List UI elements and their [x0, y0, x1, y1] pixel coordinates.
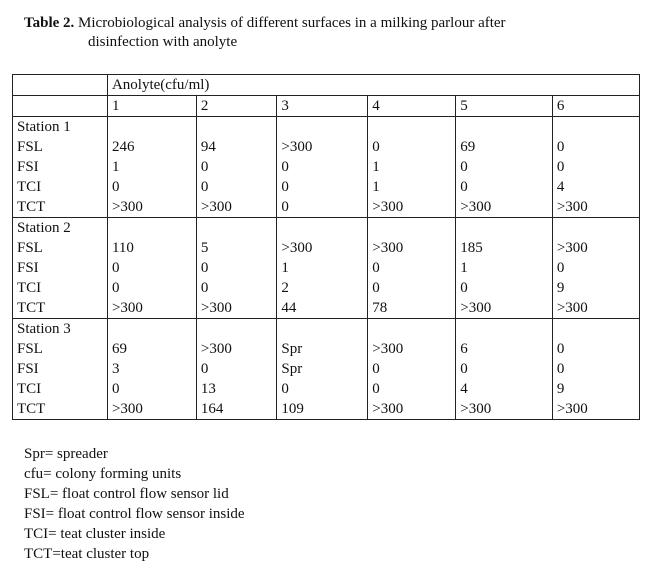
column-header-2: 2	[196, 96, 276, 117]
cell-value: 0	[281, 179, 289, 195]
station-2-column-6	[552, 218, 639, 319]
row-label-tct: TCT	[17, 199, 46, 215]
cell-value: 0	[200, 159, 209, 175]
cell-value: >300	[372, 199, 404, 215]
cell-value: >300	[460, 300, 492, 316]
cell-value: 69	[460, 139, 476, 155]
station-name: Station 1	[17, 119, 71, 135]
cell-value: 0	[200, 280, 209, 296]
footnote-line: TCI= teat cluster inside	[24, 526, 166, 542]
station-2-column-3	[277, 218, 368, 319]
cell-value: >300	[556, 240, 588, 256]
cell-value: 0	[281, 159, 289, 175]
row-label-fsl: FSL	[17, 341, 43, 357]
column-header-4: 4	[368, 96, 456, 117]
cell-value: 0	[111, 179, 120, 195]
footnote-line: TCT=teat cluster top	[24, 546, 150, 562]
station-name: Station 2	[17, 220, 71, 236]
row-label-fsi: FSI	[17, 260, 39, 276]
cell-value: 5	[200, 240, 209, 256]
station-name: Station 3	[17, 321, 71, 337]
microbiology-table	[12, 74, 640, 420]
station-label-cell	[13, 218, 108, 319]
cell-value: 0	[372, 260, 380, 276]
row-label-tct: TCT	[17, 300, 46, 316]
station-3-column-6	[552, 319, 639, 420]
row-label-tci: TCI	[17, 280, 42, 296]
station-1-column-2	[196, 117, 276, 218]
cell-value: Spr	[281, 341, 303, 357]
cell-value: 0	[111, 280, 120, 296]
cell-value: >300	[372, 240, 404, 256]
cell-value: 0	[372, 280, 380, 296]
cell-value: >300	[200, 199, 232, 215]
cell-value: 94	[200, 139, 216, 155]
cell-value: 0	[281, 381, 289, 397]
cell-value: >300	[460, 199, 492, 215]
cell-value: 9	[556, 280, 565, 296]
caption-text-line2: disinfection with anolyte	[88, 34, 238, 50]
cell-value: 0	[200, 179, 209, 195]
station-3-column-4	[368, 319, 456, 420]
cell-value: 0	[372, 381, 380, 397]
cell-value: >300	[372, 401, 404, 417]
cell-value: 0	[200, 260, 209, 276]
cell-value: 4	[556, 179, 565, 195]
row-label-tct: TCT	[17, 401, 46, 417]
station-3-column-3	[277, 319, 368, 420]
cell-value: >300	[200, 341, 232, 357]
cell-value: 0	[111, 260, 120, 276]
cell-value: >300	[556, 300, 588, 316]
station-block-3	[13, 319, 640, 420]
cell-value: 0	[372, 361, 380, 377]
cell-value: 0	[460, 361, 468, 377]
cell-value: 246	[111, 139, 135, 155]
cell-value: 1	[372, 159, 380, 175]
footnote-line: cfu= colony forming units	[24, 466, 182, 482]
column-header-1: 1	[107, 96, 196, 117]
station-1-column-5	[456, 117, 553, 218]
station-2-column-1	[107, 218, 196, 319]
group-header-row	[13, 75, 640, 96]
cell-value: >300	[281, 139, 313, 155]
station-1-column-3	[277, 117, 368, 218]
caption-text-line1: Microbiological analysis of different surfaces in a milking parlour after	[78, 15, 506, 31]
cell-value: 44	[281, 300, 297, 316]
row-label-fsl: FSL	[17, 240, 43, 256]
station-3-column-1	[107, 319, 196, 420]
cell-value: 1	[372, 179, 380, 195]
cell-value: 0	[200, 361, 209, 377]
empty-header-cell	[13, 96, 108, 117]
footnote-line: FSI= float control flow sensor inside	[24, 506, 245, 522]
cell-value: >300	[111, 300, 143, 316]
cell-value: 2	[281, 280, 289, 296]
cell-value: >300	[460, 401, 492, 417]
cell-value: 0	[556, 341, 565, 357]
cell-value: 3	[111, 361, 120, 377]
station-label-cell	[13, 319, 108, 420]
cell-value: 4	[460, 381, 468, 397]
cell-value: 0	[556, 260, 565, 276]
group-header-cell: Anolyte(cfu/ml)	[107, 75, 639, 96]
footnotes	[24, 444, 624, 564]
station-1-column-6	[552, 117, 639, 218]
cell-value: >300	[281, 240, 313, 256]
cell-value: >300	[111, 199, 143, 215]
row-label-fsi: FSI	[17, 159, 39, 175]
cell-value: 0	[460, 179, 468, 195]
station-block-1	[13, 117, 640, 218]
footnote-line: FSL= float control flow sensor lid	[24, 486, 229, 502]
cell-value: 1	[460, 260, 468, 276]
column-header-5: 5	[456, 96, 553, 117]
cell-value: 0	[372, 139, 380, 155]
cell-value: 0	[556, 139, 565, 155]
cell-value: 78	[372, 300, 388, 316]
station-2-column-4	[368, 218, 456, 319]
cell-value: 185	[460, 240, 483, 256]
cell-value: 164	[200, 401, 224, 417]
cell-value: 9	[556, 381, 565, 397]
cell-value: >300	[200, 300, 232, 316]
row-label-fsi: FSI	[17, 361, 39, 377]
cell-value: 0	[460, 159, 468, 175]
cell-value: >300	[372, 341, 404, 357]
station-3-column-2	[196, 319, 276, 420]
row-label-tci: TCI	[17, 179, 42, 195]
cell-value: 6	[460, 341, 468, 357]
empty-corner-cell	[13, 75, 108, 96]
cell-value: >300	[556, 199, 588, 215]
table-caption	[24, 14, 644, 52]
cell-value: 0	[460, 280, 468, 296]
cell-value: 0	[556, 159, 565, 175]
column-header-row	[13, 96, 640, 117]
station-2-column-2	[196, 218, 276, 319]
column-header-6: 6	[552, 96, 639, 117]
station-2-column-5	[456, 218, 553, 319]
footnote-line: Spr= spreader	[24, 446, 108, 462]
row-label-tci: TCI	[17, 381, 42, 397]
cell-value: 69	[111, 341, 127, 357]
caption-label: Table 2.	[24, 15, 75, 31]
row-label-fsl: FSL	[17, 139, 43, 155]
station-1-column-4	[368, 117, 456, 218]
cell-value: 0	[281, 199, 289, 215]
cell-value: Spr	[281, 361, 303, 377]
cell-value: 0	[111, 381, 120, 397]
station-block-2	[13, 218, 640, 319]
column-header-3: 3	[277, 96, 368, 117]
cell-value: 13	[200, 381, 216, 397]
station-label-cell	[13, 117, 108, 218]
cell-value: 1	[281, 260, 289, 276]
cell-value: >300	[556, 401, 588, 417]
cell-value: 109	[281, 401, 304, 417]
cell-value: >300	[111, 401, 143, 417]
cell-value: 1	[111, 159, 120, 175]
station-1-column-1	[107, 117, 196, 218]
station-3-column-5	[456, 319, 553, 420]
cell-value: 0	[556, 361, 565, 377]
cell-value: 110	[111, 240, 134, 256]
